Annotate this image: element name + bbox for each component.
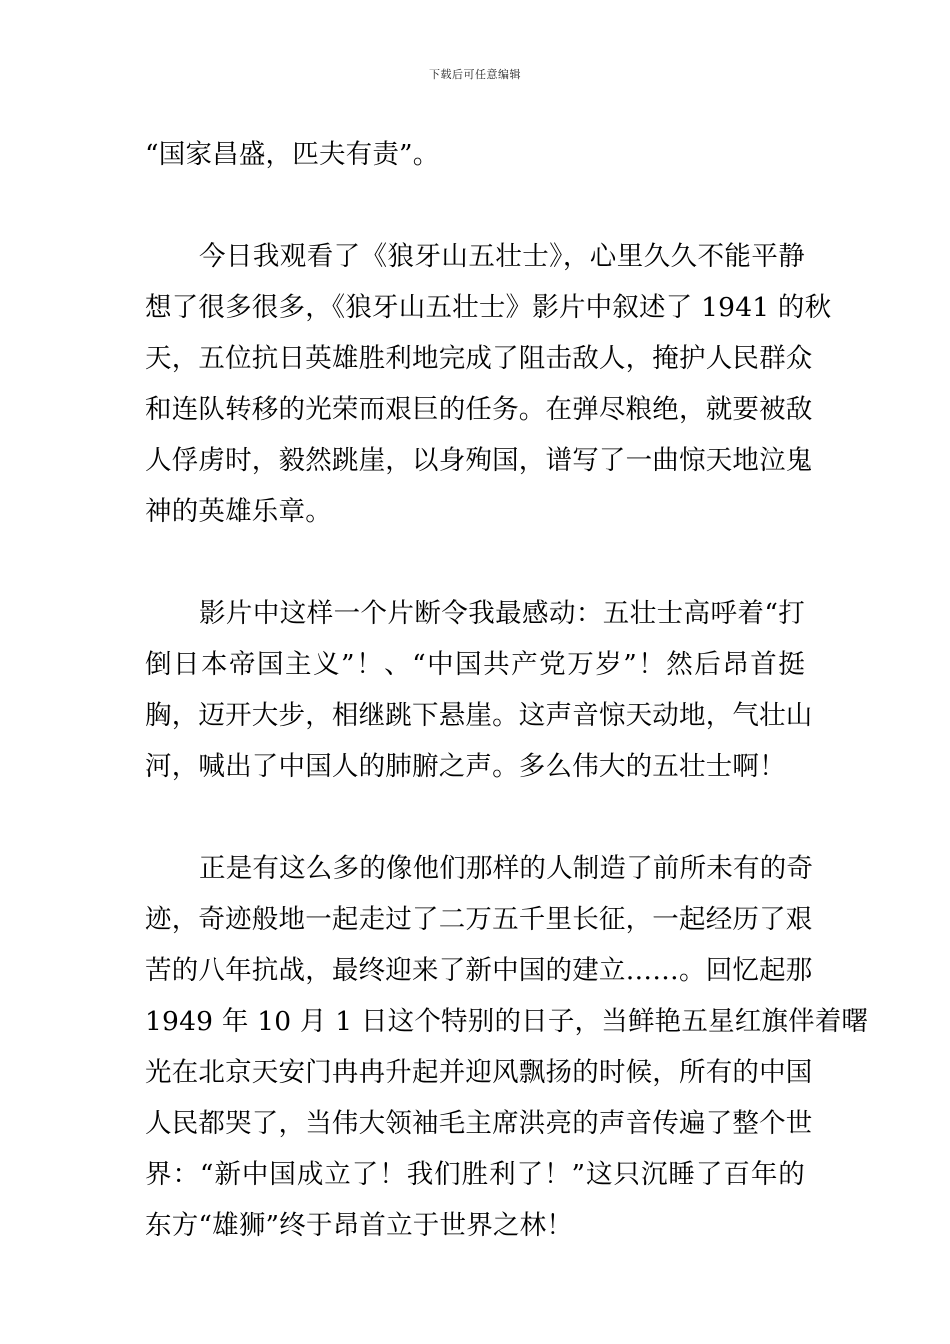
text-line: 和连队转移的光荣而艰巨的任务。在弹尽粮绝，就要被敌 (145, 394, 813, 425)
text-line: 天，五位抗日英雄胜利地完成了阻击敌人，掩护人民群众 (145, 343, 813, 374)
text-line: “国家昌盛，匹夫有责”。 (145, 139, 440, 170)
text-line: 胸，迈开大步，相继跳下悬崖。这声音惊天动地，气壮山 (145, 700, 813, 731)
text-line: 影片中这样一个片断令我最感动：五壮士高呼着“打 (199, 598, 805, 629)
text-line: 1949 年 10 月 1 日这个特别的日子，当鲜艳五星红旗伴着曙 (145, 1006, 869, 1037)
text-line: 正是有这么多的像他们那样的人制造了前所未有的奇 (199, 853, 814, 884)
page-header: 下载后可任意编辑 (429, 68, 521, 81)
paragraph-3 (145, 588, 813, 792)
text-line: 倒日本帝国主义”！、“中国共产党万岁”！然后昂首挺 (145, 649, 805, 680)
text-line: 今日我观看了《狼牙山五壮士》，心里久久不能平静 (199, 241, 805, 272)
paragraph-gap (145, 537, 805, 588)
text-line: 人民都哭了，当伟大领袖毛主席洪亮的声音传遍了整个世 (145, 1108, 813, 1139)
text-line: 东方“雄狮”终于昂首立于世界之林！ (145, 1210, 573, 1241)
text-line: 光在北京天安门冉冉升起并迎风飘扬的时候，所有的中国 (145, 1057, 813, 1088)
paragraph-2 (145, 231, 832, 537)
paragraph-gap (145, 180, 805, 231)
text-line: 想了很多很多，《狼牙山五壮士》影片中叙述了 1941 的秋 (145, 292, 832, 323)
text-line: 人俘虏时，毅然跳崖，以身殉国，谱写了一曲惊天地泣鬼 (145, 445, 813, 476)
text-line: 界：“新中国成立了！我们胜利了！”这只沉睡了百年的 (145, 1159, 805, 1190)
text-line: 神的英雄乐章。 (145, 496, 332, 527)
text-line: 苦的八年抗战，最终迎来了新中国的建立……。回忆起那 (145, 955, 813, 986)
text-line: 河，喊出了中国人的肺腑之声。多么伟大的五壮士啊！ (145, 751, 786, 782)
text-line: 迹，奇迹般地一起走过了二万五千里长征，一起经历了艰 (145, 904, 813, 935)
document-body (145, 129, 869, 1251)
paragraph-gap (145, 792, 805, 843)
paragraph-4 (145, 843, 869, 1251)
paragraph-1 (145, 129, 805, 180)
